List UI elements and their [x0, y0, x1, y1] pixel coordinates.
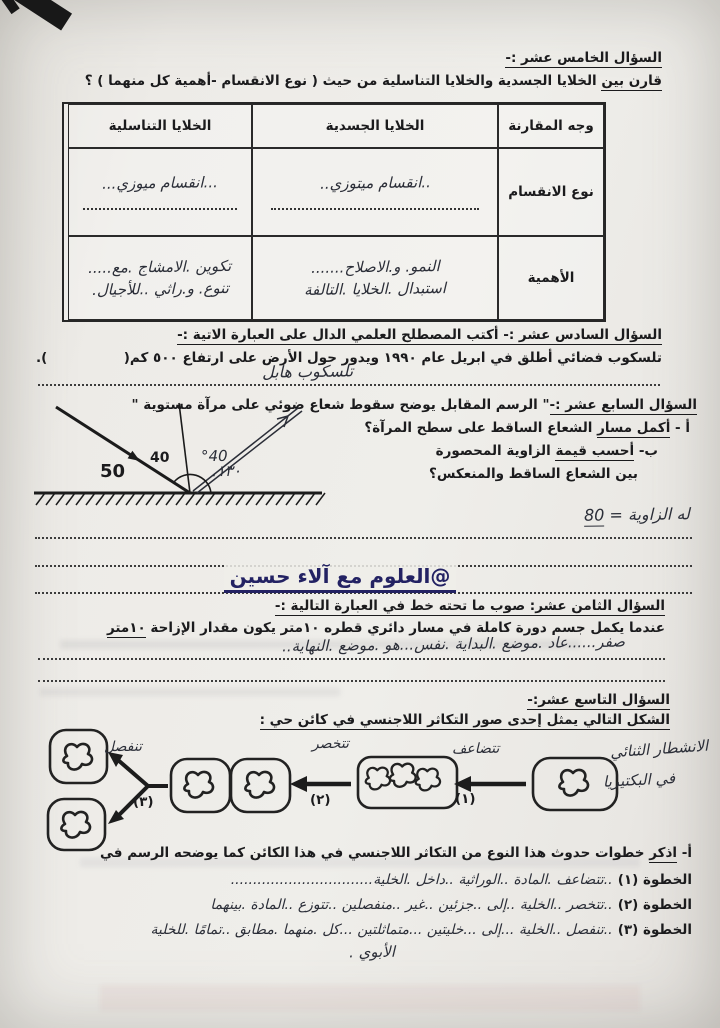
steps-intro: أ- اذكر خطوات حدوث هذا النوع من التكاثر اللاجنسي في هذا الكائن كما يوضحه الرسم في	[100, 845, 692, 861]
q16-close-paren: ).	[36, 350, 48, 366]
table-header-somatic: الخلايا الجسدية	[252, 104, 498, 148]
step3-label: الخطوة (٣)	[617, 922, 692, 938]
fission-step1-number: (١)	[455, 791, 476, 807]
handwritten-answer: تنوع. و.راثي ..للأجيال.	[91, 279, 229, 299]
step-line-2	[210, 894, 692, 913]
q15-title	[505, 50, 662, 66]
q17-handwritten-answer: له الزاوية = 80	[584, 504, 691, 525]
dotted-answer-line	[83, 208, 236, 210]
angle-label-reflection-handwritten: °40	[200, 446, 228, 466]
q15-prompt	[85, 73, 662, 89]
step1-handwritten: ..تتضاعف .المادة ..الوراثية ..داخل .الخلية................................	[230, 872, 613, 888]
handwritten-answer: النمو. و.الاصلاح.......	[310, 257, 440, 277]
dotted-answer-line	[38, 384, 660, 386]
duplicated-dna-cell	[358, 757, 457, 808]
handwritten-answer: استبدال .الخلايا .التالفة	[303, 279, 447, 299]
angle-label-mirror: 50	[100, 461, 126, 482]
table-row2-reproductive-answer	[68, 236, 252, 320]
step-line-3	[150, 919, 692, 938]
light-reflection-diagram	[30, 402, 340, 510]
q19-title: السؤال التاسع عشر:-	[527, 692, 670, 708]
mirror-line	[34, 493, 325, 505]
daughter-cell-top	[50, 730, 107, 783]
q15-prompt-underlined: قارن بين	[601, 73, 662, 89]
bleedthrough-smudge	[40, 688, 340, 696]
step1-label: الخطوة (١)	[617, 872, 692, 888]
table-row2-label: الأهمية	[498, 236, 604, 320]
table-row1-somatic-answer	[252, 148, 498, 236]
q19-line: الشكل التالي يمثل إحدى صور التكاثر اللاجنسي في كائن حي :	[259, 712, 670, 728]
fission-note-line2: في البكتيريا	[602, 769, 676, 791]
q16-title: السؤال السادس عشر :- أكتب المصطلح العلمي الدال على العبارة الاتية :-	[177, 327, 662, 343]
daughter-cell-bottom	[48, 799, 105, 850]
fission-step2-number: (٢)	[310, 792, 331, 808]
constricted-double-cell	[171, 759, 290, 812]
q17-item-a: أ - أكمل مسار الشعاع الساقط على سطح المرآة؟	[364, 420, 690, 436]
fission-arrow1-label: تتضاعف	[451, 740, 500, 758]
table-row1-reproductive-answer	[68, 148, 252, 236]
fission-arrow3-label: تنفصل	[103, 738, 143, 756]
angle-label-arc-handwritten: ١٣٠.	[211, 461, 242, 481]
angle-label-incidence: 40	[150, 450, 170, 466]
handwritten-answer: ...انقسام ميوزي...	[101, 173, 219, 193]
q15-prompt-rest: الخلايا الجسدية والخلايا التناسلية من حيث ( نوع الانقسام -أهمية كل منهما ) ؟	[84, 73, 602, 89]
watermark: @العلوم مع آلاء حسين	[130, 564, 550, 588]
fission-note-line1: الانشطار الثنائي	[609, 736, 709, 762]
normal-line	[179, 403, 190, 493]
angle-arc	[174, 474, 211, 493]
table-row1-label: نوع الانقسام	[498, 148, 604, 236]
q16-handwritten-answer: تلسكوب هابل	[261, 361, 354, 382]
q17-item-b: ب- أحسب قيمة الزاوية المحصورة	[435, 443, 658, 459]
q18-handwritten-answer: صفر......عاد .موضع .البداية .نفس...هو .موضع .النهاية..	[281, 632, 626, 656]
handwritten-answer: تكوين .الامشاج .مع.....	[88, 257, 232, 277]
step-line-1	[231, 869, 692, 888]
dotted-answer-line	[38, 658, 665, 660]
step2-label: الخطوة (٢)	[617, 897, 692, 913]
comparison-table	[62, 102, 606, 322]
dotted-answer-line	[35, 537, 692, 539]
handwritten-answer: ..انقسام ميتوزي..	[319, 173, 431, 193]
bleedthrough-smudge	[100, 985, 640, 1011]
q17-title: السؤال السابع عشر :-" الرسم المقابل يوضح سقوط شعاع ضوئي على مرآة مستوية "	[131, 397, 697, 413]
q18-sentence: عندما يكمل جسم دورة كاملة في مسار دائري قطره ١٠متر يكون مقدار الإزاحة ١٠متر	[106, 620, 665, 636]
fission-step3-number: (٣)	[133, 794, 154, 810]
fission-arrow2-label: تتخصر	[311, 735, 350, 753]
q16-sentence: تلسكوب فضائي أطلق في ابريل عام ١٩٩٠ ويدور حول الأرض على ارتفاع ٥٠٠ كم(	[123, 350, 662, 366]
step2-handwritten: ..تتخصر ..الخلية ..إلى ..جزئين ..غير ..منفصلين ..تتوزع ..المادة .بينهما	[210, 897, 613, 913]
table-header-compare: وجه المقارنة	[498, 104, 604, 148]
step3-handwritten: ..تنفصل ..الخلية ...إلى ...خليتين ...متماثلتين ...كل .منهما .مطابق ..تمامًا .للخلية	[150, 922, 613, 938]
step3-continuation-handwritten: الأبوي .	[348, 942, 396, 962]
dotted-answer-line	[271, 208, 479, 210]
q15-title-text: السؤال الخامس عشر :-	[505, 50, 662, 66]
q18-title: السؤال الثامن عشر: صوب ما تحته خط في العبارة التالية :-	[274, 598, 665, 614]
table-row2-somatic-answer	[252, 236, 498, 320]
q17-item-b-line2: بين الشعاع الساقط والمنعكس؟	[428, 466, 638, 482]
dotted-answer-line	[38, 680, 665, 682]
table-header-reproductive: الخلايا التناسلية	[68, 104, 252, 148]
